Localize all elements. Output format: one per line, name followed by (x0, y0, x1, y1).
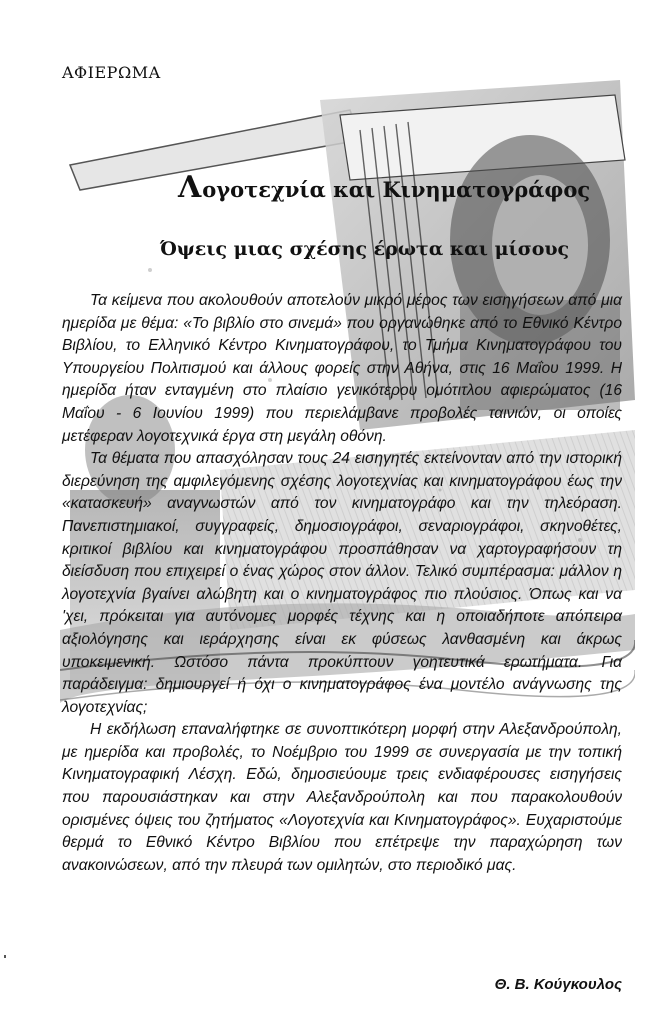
body-paragraph: Η εκδήλωση επαναλήφτηκε σε συνοπτικότερη μορφή στην Αλεξανδρούπολη, με ημερίδα και προβολές, το Νοέμβριο του 1999 σε συνεργασία με την τοπική Κινηματογραφική Λέσχη. Εδώ, δημοσιεύουμε τρεις ενδιαφέρουσες εισηγήσεις που παρουσιάστηκαν και στην Αλεξανδρούπολη και που παρακολουθούν ορισμένες όψεις του ζητήματος «Λογοτεχνία και Κινηματογράφος». Ευχαριστούμε θερμά το Εθνικό Κέντρο Βιβλίου που επέτρεψε την παραχώρηση των ανακοινώσεων, από την πλευρά των ομιλητών, στο περιοδικό μας. (62, 721, 622, 874)
article-subtitle: Όψεις μιας σχέσης έρωτα και μίσους (160, 238, 570, 260)
title-text: ογοτεχνία και Κινηματογράφος (202, 177, 591, 202)
scan-speck (4, 955, 6, 958)
section-label: ΑΦΙΕΡΩΜΑ (62, 63, 161, 82)
article-title (178, 170, 591, 205)
author-signature: Θ. Β. Κούγκουλος (494, 976, 622, 993)
article-body (62, 290, 622, 877)
title-dropcap: Λ (178, 170, 202, 205)
body-paragraph: Τα κείμενα που ακολουθούν αποτελούν μικρό μέρος των εισηγήσεων από μια ημερίδα με θέμα: «Το βιβλίο στο σινεμά» που οργανώθηκε από το Εθνικό Κέντρο Βιβλίου, το Ελληνικό Κέντρο Κινηματογράφου, το Τμήμα Κινηματογράφου του Υπουργείου Πολιτισμού και άλλους φορείς στην Αθήνα, στις 16 Μαΐου 1999. Η ημερίδα ήταν ενταγμένη στο πλαίσιο γενικότερου ομότιτλου αφιερώματος (16 Μαΐου - 6 Ιουνίου 1999) που περιελάμβανε προβολές ταινιών, οι οποίες μετέφεραν λογοτεχνικά έργα στη μεγάλη οθόνη. (62, 292, 622, 445)
body-paragraph: Τα θέματα που απασχόλησαν τους 24 εισηγητές εκτείνονταν από την ιστορική διερεύνηση της αμφιλεγόμενης σχέσης λογοτεχνίας και κινηματογράφου έως την «κατασκευή» αναγνωστών από τον κινηματογράφο και την τηλεόραση. Πανεπιστημιακοί, συγγραφείς, δημοσιογράφοι, σεναριογράφοι, σκηνοθέτες, κριτικοί βιβλίου και κινηματογράφου προσπάθησαν να χαρτογραφήσουν τη διείσδυση που επιχειρεί ο ένας χώρος στον άλλον. Τελικό συμπέρασμα: μάλλον η λογοτεχνία βγαίνει αλώβητη και ο κινηματογράφος πιο πλούσιος. Όπως και να 'χει, πρόκειται για αυτόνομες μορφές τέχνης και η οποιαδήποτε απόπειρα αξιολόγησης και ιεράρχησης είναι εκ φύσεως λανθασμένη και άκρως υποκειμενική. Ωστόσο πάντα προκύπτουν γοητευτικά ερωτήματα. Για παράδειγμα: δημιουργεί ή όχι ο κινηματογράφος ένα μοντέλο ανάγνωσης της λογοτεχνίας; (62, 450, 622, 716)
